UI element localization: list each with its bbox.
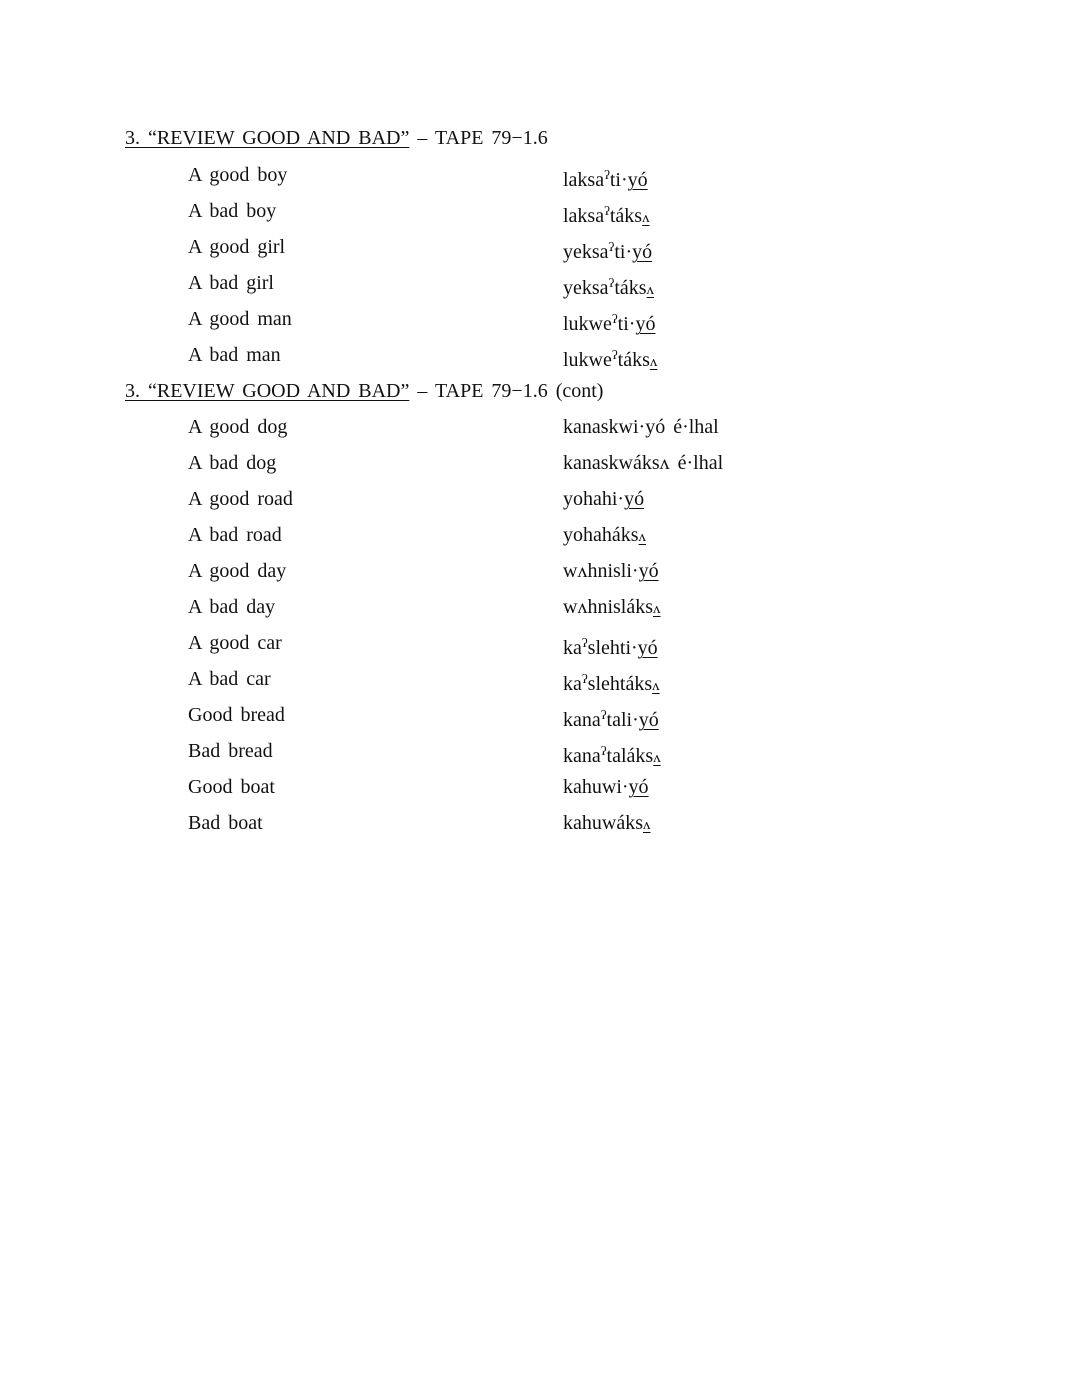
english-term: Good bread bbox=[188, 704, 285, 726]
english-term: A good road bbox=[188, 488, 293, 510]
glottal-stop-mark: ʔ bbox=[608, 239, 615, 254]
oneida-translation bbox=[563, 412, 719, 442]
oneida-translation bbox=[563, 700, 659, 735]
oneida-translation bbox=[563, 268, 654, 305]
oneida-translation bbox=[563, 592, 661, 624]
vocabulary-row bbox=[188, 808, 888, 838]
translation-stem: kahuwáks bbox=[563, 812, 643, 834]
vocabulary-row bbox=[188, 520, 888, 550]
translation-suffix: yó bbox=[637, 637, 658, 659]
oneida-translation bbox=[563, 808, 650, 840]
translation-suffix: yó bbox=[635, 313, 656, 335]
english-term: Bad boat bbox=[188, 812, 263, 834]
glottal-stop-mark: ʔ bbox=[581, 671, 588, 686]
glottal-stop-mark: ʔ bbox=[600, 707, 607, 722]
vocabulary-row bbox=[188, 556, 888, 586]
section-title-text: “REVIEW GOOD AND BAD” bbox=[148, 127, 410, 149]
translation-stem: wʌhnisli· bbox=[563, 560, 639, 582]
vocabulary-row bbox=[188, 340, 888, 370]
translation-suffix: ʌ bbox=[638, 529, 647, 545]
oneida-translation bbox=[563, 520, 646, 552]
section-title-text: “REVIEW GOOD AND BAD” bbox=[148, 380, 410, 402]
translation-text: kanaskwi·yó é·lhal bbox=[563, 416, 719, 438]
english-term: A good boy bbox=[188, 164, 288, 186]
translation-stem: yohahi· bbox=[563, 488, 625, 510]
translation-stem: laksa$^ʔ$táks bbox=[563, 203, 643, 227]
vocabulary-row bbox=[188, 664, 888, 694]
glottal-stop-mark: ʔ bbox=[611, 311, 618, 326]
translation-stem: yeksa$^ʔ$ti· bbox=[563, 239, 633, 263]
section-number: 3. bbox=[125, 380, 140, 402]
translation-stem: $ka^ʔslehtáks$ bbox=[563, 671, 653, 695]
translation-suffix: ʌ bbox=[649, 354, 658, 370]
translation-suffix: ʌ bbox=[642, 210, 650, 226]
oneida-translation bbox=[563, 304, 655, 339]
heading-dash: – bbox=[417, 127, 428, 149]
section-heading bbox=[125, 123, 548, 153]
continued-marker: (cont) bbox=[555, 380, 604, 402]
oneida-translation bbox=[563, 340, 657, 377]
oneida-translation bbox=[563, 160, 648, 195]
translation-suffix: ʌ bbox=[653, 601, 661, 617]
english-term: A bad dog bbox=[188, 452, 277, 474]
translation-suffix: yó bbox=[628, 776, 649, 798]
english-term: A good car bbox=[188, 632, 282, 654]
translation-stem: yeksa$^ʔ$táks bbox=[563, 275, 647, 299]
english-term: A bad man bbox=[188, 344, 281, 366]
glottal-stop-mark: ʔ bbox=[608, 275, 615, 290]
vocabulary-row bbox=[188, 736, 888, 766]
english-term: A bad road bbox=[188, 524, 282, 546]
translation-suffix: ʌ bbox=[653, 750, 661, 766]
glottal-stop-mark: ʔ bbox=[604, 167, 610, 182]
translation-suffix: yó bbox=[624, 488, 645, 510]
vocabulary-row bbox=[188, 628, 888, 658]
vocabulary-row bbox=[188, 412, 888, 442]
heading-dash: – bbox=[417, 380, 428, 402]
english-term: Bad bread bbox=[188, 740, 273, 762]
oneida-translation bbox=[563, 484, 644, 514]
vocabulary-row bbox=[188, 592, 888, 622]
english-term: Good boat bbox=[188, 776, 275, 798]
oneida-translation bbox=[563, 556, 659, 586]
translation-stem: laksa$^ʔ$ti· bbox=[563, 167, 628, 191]
tape-reference: TAPE 79−1.6 bbox=[435, 127, 548, 149]
translation-suffix: yó bbox=[638, 560, 659, 582]
oneida-translation bbox=[563, 196, 650, 233]
section-number: 3. bbox=[125, 127, 140, 149]
translation-suffix: ʌ bbox=[642, 817, 651, 833]
vocabulary-row bbox=[188, 232, 888, 262]
english-term: A good dog bbox=[188, 416, 288, 438]
translation-stem: kana$^ʔ$tali· bbox=[563, 707, 639, 731]
glottal-stop-mark: ʔ bbox=[600, 743, 607, 758]
english-term: A good man bbox=[188, 308, 292, 330]
english-term: A bad day bbox=[188, 596, 276, 618]
oneida-translation bbox=[563, 232, 652, 267]
translation-suffix: yó bbox=[632, 241, 653, 263]
tape-reference: TAPE 79−1.6 bbox=[435, 380, 548, 402]
english-term: A good girl bbox=[188, 236, 286, 258]
glottal-stop-mark: ʔ bbox=[611, 347, 618, 362]
translation-stem: wʌhnisláks bbox=[563, 596, 653, 618]
translation-suffix: ʌ bbox=[652, 678, 660, 694]
oneida-translation bbox=[563, 448, 723, 478]
english-term: A bad car bbox=[188, 668, 271, 690]
vocabulary-row bbox=[188, 448, 888, 478]
oneida-translation bbox=[563, 772, 649, 802]
vocabulary-row bbox=[188, 484, 888, 514]
oneida-translation bbox=[563, 664, 660, 701]
translation-suffix: ʌ bbox=[646, 282, 655, 298]
vocabulary-row bbox=[188, 772, 888, 802]
vocabulary-row bbox=[188, 268, 888, 298]
vocabulary-row bbox=[188, 160, 888, 190]
english-term: A good day bbox=[188, 560, 287, 582]
translation-stem: kahuwi· bbox=[563, 776, 629, 798]
section-title bbox=[125, 380, 409, 402]
english-term: A bad boy bbox=[188, 200, 277, 222]
translation-stem: lukwe$^ʔ$ti· bbox=[563, 311, 636, 335]
oneida-translation bbox=[563, 736, 661, 773]
translation-text: kanaskwáksʌ é·lhal bbox=[563, 452, 724, 474]
translation-stem: kana$^ʔ$taláks bbox=[563, 743, 654, 767]
english-term: A bad girl bbox=[188, 272, 274, 294]
vocabulary-row bbox=[188, 304, 888, 334]
glottal-stop-mark: ʔ bbox=[604, 203, 610, 218]
translation-stem: lukwe$^ʔ$táks bbox=[563, 347, 650, 371]
section-title bbox=[125, 127, 409, 149]
translation-suffix: yó bbox=[638, 709, 659, 731]
translation-stem: $ka^ʔslehti\cdot$ bbox=[563, 635, 638, 659]
translation-suffix: yó bbox=[627, 169, 648, 191]
vocabulary-row bbox=[188, 700, 888, 730]
vocabulary-row bbox=[188, 196, 888, 226]
oneida-translation bbox=[563, 628, 658, 663]
translation-stem: yohaháks bbox=[563, 524, 639, 546]
section-heading bbox=[125, 376, 603, 406]
glottal-stop-mark: ʔ bbox=[581, 635, 588, 650]
